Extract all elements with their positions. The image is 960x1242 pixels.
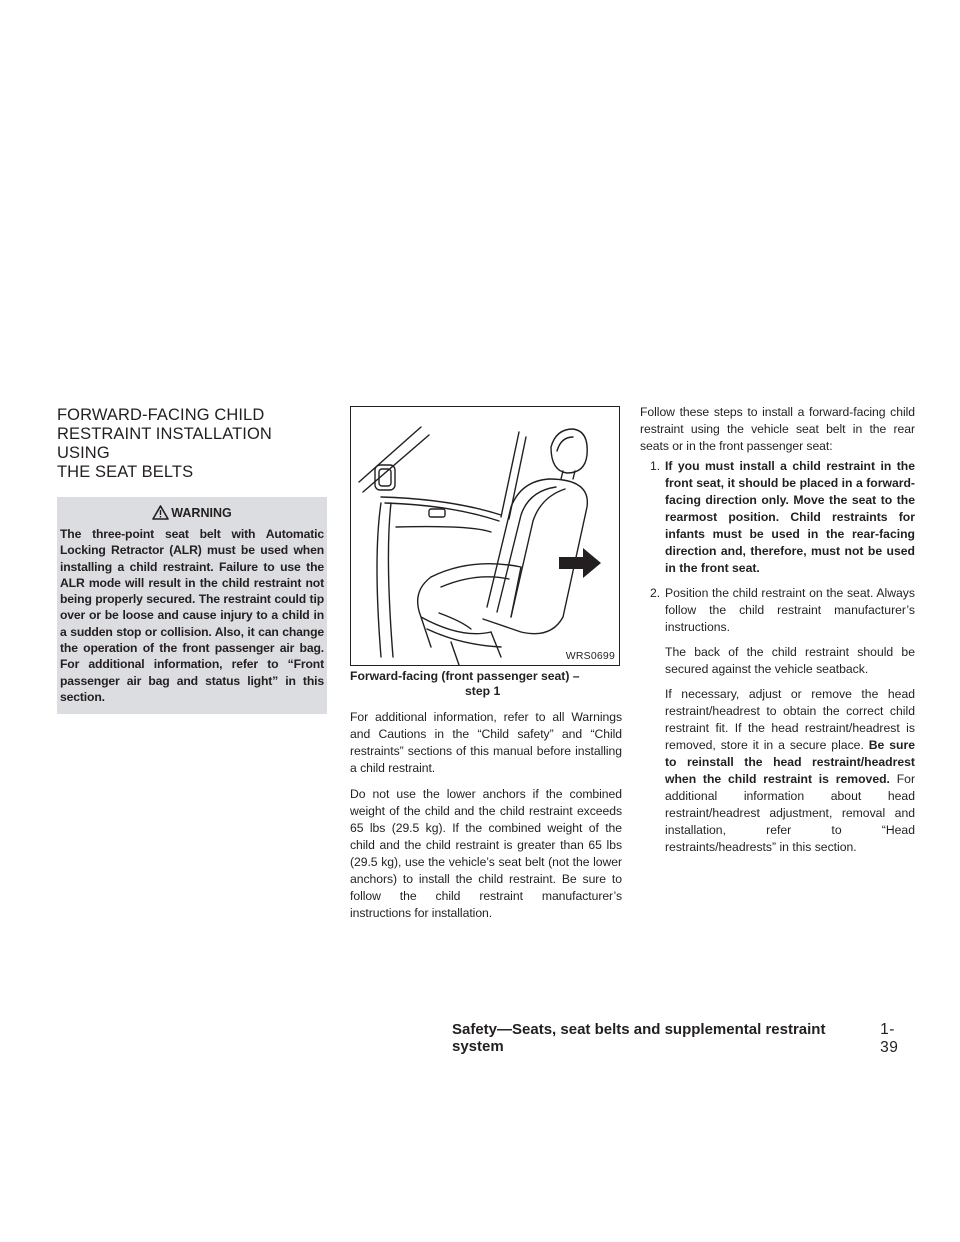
heading-line-1: FORWARD-FACING CHILD xyxy=(57,406,265,424)
step-2-note-2-bold: Be sure to reinstall the head restraint/headrest when the child restraint is removed. xyxy=(665,738,915,786)
section-heading xyxy=(57,406,327,482)
weight-paragraph: Do not use the lower anchors if the combined weight of the child and the child restraint exceeds 65 lbs (29.5 kg). If the combined weight of the child and the child restraint is greater than 65 lbs (29.5 kg), use the vehicle’s seat belt (not the lower anchors) to install the child restraint. Be sure to follow the child restraint manufacturer’s instructions for installation. xyxy=(350,787,622,920)
step-2-text: Position the child restraint on the seat. Always follow the child restraint manufacturer’s instructions. xyxy=(665,586,915,634)
info-paragraph: For additional information, refer to all Warnings and Cautions in the “Child safety” and “Child restraints” sections of this manual before installing a child restraint. xyxy=(350,710,622,775)
step-1-number: 1. xyxy=(650,459,661,473)
page-number: 1-39 xyxy=(880,1021,899,1056)
steps-intro: Follow these steps to install a forward-facing child restraint using the vehicle seat belt in the rear seats or in the front passenger seat: xyxy=(640,405,915,453)
warning-title: WARNING xyxy=(171,505,232,520)
steps-list xyxy=(640,458,915,636)
left-column xyxy=(57,400,327,714)
seat-illustration-icon xyxy=(351,407,621,667)
heading-line-3: THE SEAT BELTS xyxy=(57,463,194,481)
step-2-note-2-plain: If necessary, adjust or remove the head restraint/headrest to obtain the correct child restraint fit. If the head restraint/headrest is removed, store it in a secure place. xyxy=(665,687,915,752)
warning-header xyxy=(60,505,324,520)
warning-text: The three-point seat belt with Automatic Locking Retractor (ALR) must be used when installing a child restraint. Failure to use the ALR mode will result in the child restraint not being properly secured. The restraint could tip over or be loose and cause injury to a child in a sudden stop or collision. Also, it can change the operation of the front passenger air bag. For additional information, refer to “Front passenger air bag and status light” in this section. xyxy=(60,527,324,704)
step-2-note-2-tail: For additional information about head restraint/headrest adjustment, removal and installation, refer to “Head restraints/headrests” in this section. xyxy=(665,772,916,854)
page-footer xyxy=(452,1021,912,1057)
warning-triangle-icon xyxy=(152,505,169,520)
step-2-note-1: The back of the child restraint should be secured against the vehicle seatback. xyxy=(665,645,915,676)
heading-line-2: RESTRAINT INSTALLATION USING xyxy=(57,425,272,462)
step-1-text: If you must install a child restraint in the front seat, it should be placed in a forward-facing direction only. Move the seat to the rearmost position. Child restraints for infants must be used in the rear-facing direction and, therefore, must not be used in the front seat. xyxy=(665,459,915,575)
footer-section-title: Safety—Seats, seat belts and supplemental restraint system xyxy=(452,1021,826,1055)
figure-code: WRS0699 xyxy=(565,650,615,662)
middle-column xyxy=(350,400,622,922)
step-1 xyxy=(640,458,915,577)
right-column xyxy=(640,404,915,864)
caption-line-1: Forward-facing (front passenger seat) – xyxy=(350,669,580,683)
seat-figure xyxy=(350,406,620,666)
step-2-number: 2. xyxy=(650,586,661,600)
warning-box xyxy=(57,497,327,714)
caption-line-2: step 1 xyxy=(465,684,501,698)
step-2 xyxy=(640,585,915,636)
step-2-note-2 xyxy=(640,686,915,856)
figure-caption xyxy=(350,669,622,699)
